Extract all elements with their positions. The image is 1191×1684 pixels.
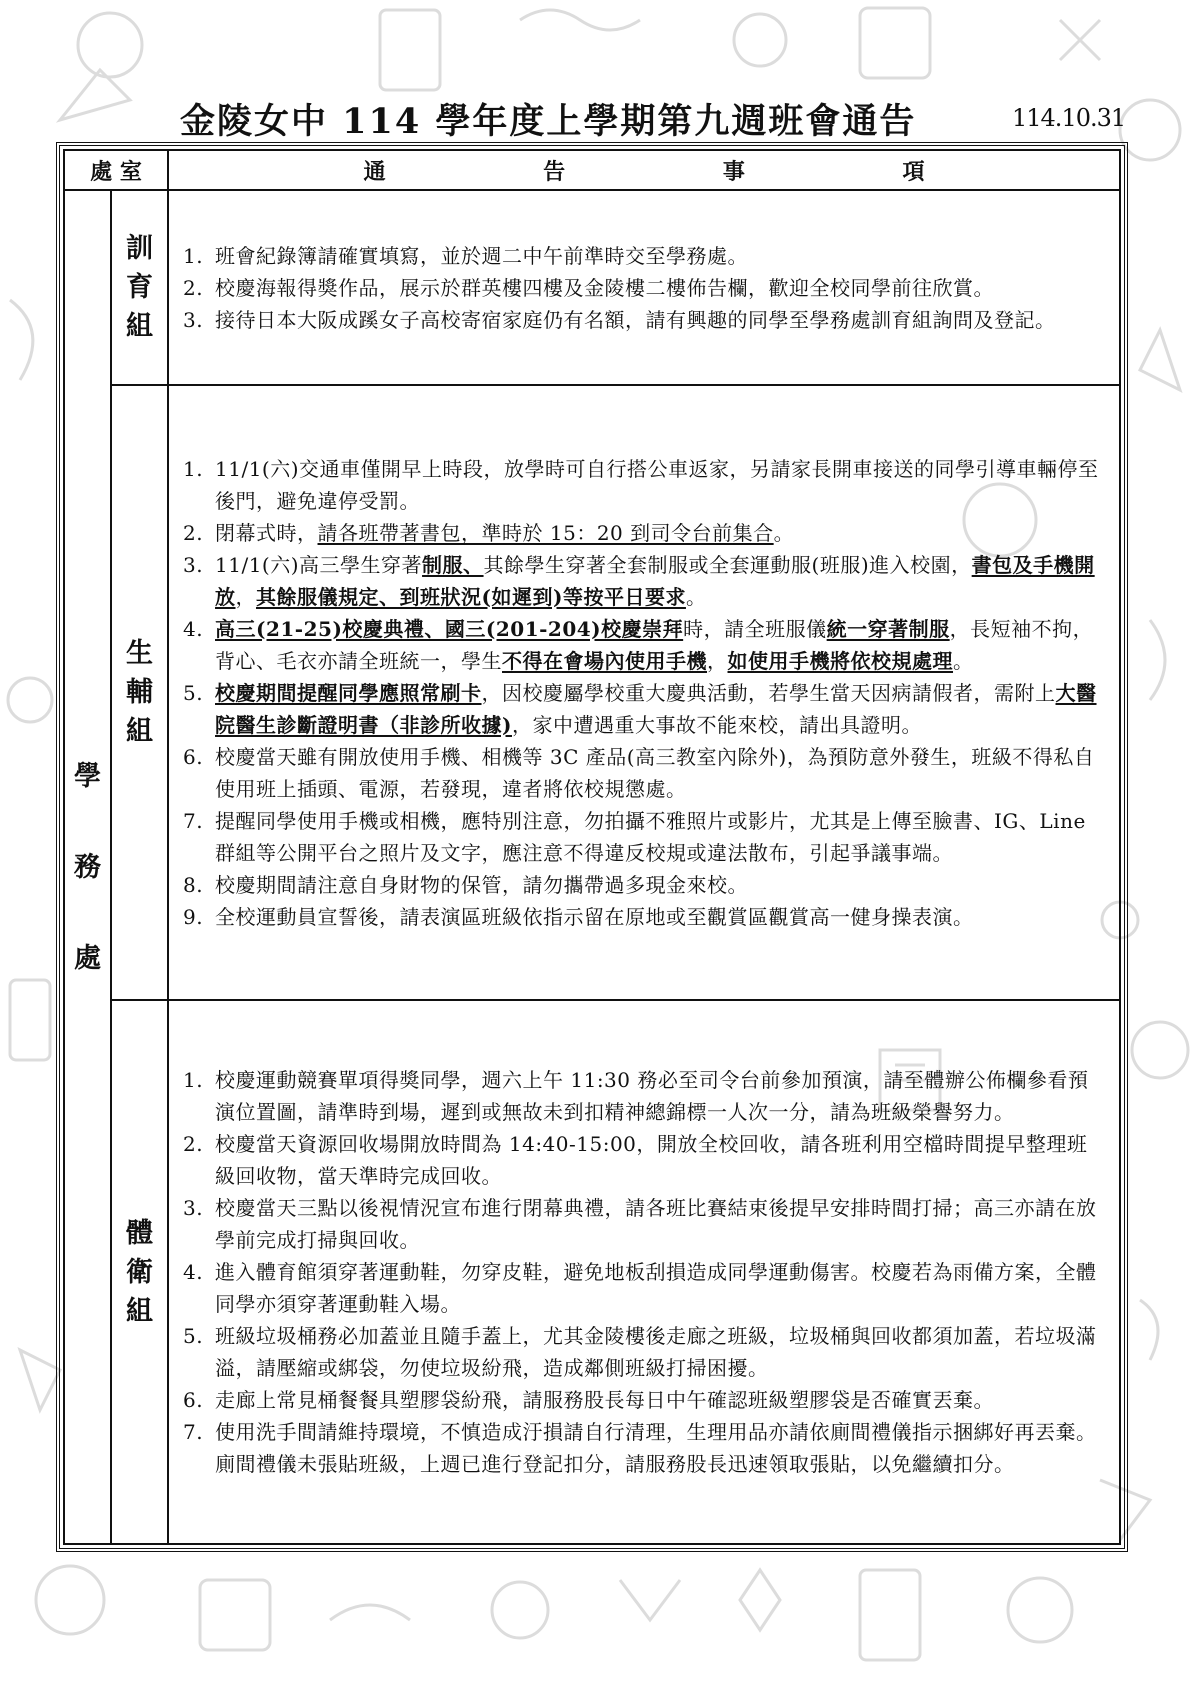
item-text: 校慶海報得獎作品，展示於群英樓四樓及金陵樓二樓佈告欄，歡迎全校同學前往欣賞。	[215, 275, 995, 300]
emphasized-text: 統一穿著制服	[826, 616, 950, 641]
column-header-office: 處 室	[64, 150, 168, 190]
item-number: 8.	[183, 872, 204, 897]
unit-name-char: 組	[126, 1295, 153, 1327]
item-text: 全校運動員宣誓後，請表演區班級依指示留在原地或至觀賞區觀賞高一健身操表演。	[215, 904, 974, 929]
section-row-training	[64, 190, 1120, 385]
item-text: ，	[235, 584, 257, 609]
item-number: 7.	[183, 808, 204, 833]
notice-item	[183, 741, 1105, 805]
item-text: 時，請全班服儀	[683, 616, 827, 641]
item-number: 9.	[183, 904, 204, 929]
item-text: 進入體育館須穿著運動鞋，勿穿皮鞋，避免地板刮損造成同學運動傷害。校慶若為雨備方案，全體同學亦須穿著運動鞋入場。	[215, 1260, 1097, 1316]
office-cell	[64, 190, 111, 1544]
office-name-char: 處	[74, 942, 101, 974]
unit-name-char: 訓	[126, 233, 153, 264]
notice-item	[183, 1064, 1105, 1128]
unit-cell	[111, 190, 168, 385]
notice-item	[183, 1128, 1105, 1192]
emphasized-text: 不得在會場內使用手機	[502, 648, 708, 673]
item-text: 校慶當天雖有開放使用手機、相機等 3C 產品(高三教室內除外)，為預防意外發生，班級不得私自使用班上插頭、電源，若發現，違者將依校規懲處。	[215, 744, 1095, 801]
unit-name-char: 輔	[126, 677, 153, 708]
unit-cell	[111, 1000, 168, 1544]
notice-item	[183, 1256, 1105, 1320]
unit-name	[112, 1214, 167, 1331]
unit-name	[112, 229, 167, 346]
unit-name-char: 衛	[126, 1256, 153, 1288]
emphasized-text: 書包及手機開放	[215, 552, 1095, 609]
office-name	[65, 731, 110, 1004]
notice-item	[183, 240, 1105, 272]
item-number: 3.	[183, 307, 204, 332]
item-number: 5.	[183, 680, 204, 705]
item-text: 校慶運動競賽單項得獎同學，週六上午 11:30 務必至司令台前參加預演，請至體辦公佈欄參看預演位置圖，請準時到場，遲到或無故未到扣精神總錦標一人次一分，請為班級榮譽努力。	[215, 1068, 1089, 1124]
notice-item	[183, 549, 1105, 613]
notice-list	[183, 1064, 1105, 1480]
item-number: 2.	[183, 520, 204, 545]
item-text: 閉幕式時，	[215, 520, 318, 545]
item-number: 1.	[183, 1068, 204, 1092]
item-text: 校慶當天三點以後視情況宣布進行閉幕典禮，請各班比賽結束後提早安排時間打掃；高三亦請在放學前完成打掃與回收。	[215, 1196, 1097, 1252]
item-text: 11/1(六)交通車僅開早上時段，放學時可自行搭公車返家，另請家長開車接送的同學引導車輛停至後門，避免違停受罰。	[215, 456, 1099, 513]
unit-name	[112, 634, 167, 751]
notice-item	[183, 1320, 1105, 1384]
emphasized-text: 制服、	[422, 552, 484, 577]
notice-list	[183, 453, 1105, 933]
item-number: 3.	[183, 1196, 204, 1220]
item-text: 班會紀錄簿請確實填寫，並於週二中午前準時交至學務處。	[215, 243, 749, 268]
notice-item	[183, 869, 1105, 901]
item-number: 6.	[183, 1388, 204, 1412]
notice-item	[183, 1192, 1105, 1256]
item-text: 其餘學生穿著全套制服或全套運動服(班服)進入校園，	[483, 552, 972, 577]
unit-name-char: 組	[126, 311, 153, 342]
content-cell	[168, 1000, 1120, 1544]
item-text: 提醒同學使用手機或相機，應特別注意，勿拍攝不雅照片或影片，尤其是上傳至臉書、IG、Line 群組等公開平台之照片及文字，應注意不得違反校規或違法散布，引起爭議事端。	[215, 808, 1086, 865]
column-header-items	[168, 150, 1120, 190]
item-text: 接待日本大阪成蹊女子高校寄宿家庭仍有名額，請有興趣的同學至學務處訓育組詢問及登記。	[215, 307, 1056, 332]
item-text: ，因校慶屬學校重大慶典活動，若學生當天因病請假者，需附上	[481, 680, 1056, 705]
item-number: 4.	[183, 1260, 204, 1284]
emphasized-text: 校慶期間提醒同學應照常刷卡	[215, 680, 482, 705]
section-row-student-affairs	[64, 385, 1120, 1000]
section-row-health	[64, 1000, 1120, 1544]
item-number: 5.	[183, 1324, 204, 1348]
item-text: 使用洗手間請維持環境，不慎造成汙損請自行清理，生理用品亦請依廁間禮儀指示捆綁好再丟棄。廁間禮儀未張貼班級，上週已進行登記扣分，請服務股長迅速領取張貼，以免繼續扣分。	[215, 1420, 1097, 1476]
unit-name-char: 組	[126, 716, 153, 747]
item-number: 2.	[183, 275, 204, 300]
content-cell	[168, 385, 1120, 1000]
item-text: ，	[707, 648, 728, 673]
item-number: 1.	[183, 456, 204, 481]
emphasized-text: 如使用手機將依校規處理	[727, 648, 954, 673]
office-name-char: 學	[74, 760, 101, 792]
item-text: 。	[773, 520, 795, 545]
item-text: 班級垃圾桶務必加蓋並且隨手蓋上，尤其金陵樓後走廊之班級，垃圾桶與回收都須加蓋，若垃圾滿溢，請壓縮或綁袋，勿使垃圾紛飛，造成鄰側班級打掃困擾。	[215, 1324, 1097, 1380]
item-text: 11/1(六)高三學生穿著	[215, 552, 423, 577]
notice-item	[183, 304, 1105, 336]
item-number: 2.	[183, 1132, 204, 1156]
item-text: 。	[953, 648, 974, 673]
item-text: 校慶期間請注意自身財物的保管，請勿攜帶過多現金來校。	[215, 872, 749, 897]
unit-name-char: 體	[126, 1217, 153, 1249]
item-text: ，家中遭遇重大事故不能來校，請出具證明。	[511, 712, 922, 737]
column-header-char: 項	[902, 158, 925, 185]
notice-item	[183, 677, 1105, 741]
notice-list	[183, 240, 1105, 336]
item-text: 。	[685, 584, 707, 609]
content-cell	[168, 190, 1120, 385]
emphasized-text: 大醫院醫生診斷證明書（非診所收據)	[215, 680, 1097, 737]
column-header-char: 事	[722, 158, 745, 185]
emphasized-text: 其餘服儀規定、到班狀況(如遲到)等按平日要求	[256, 584, 686, 609]
unit-name-char: 生	[126, 638, 153, 669]
notice-item	[183, 517, 1105, 549]
page-title: 金陵女中 114 學年度上學期第九週班會通告	[180, 101, 917, 142]
notice-item	[183, 901, 1105, 933]
notice-table	[63, 149, 1121, 1545]
notice-item	[183, 453, 1105, 517]
underlined-text: 請各班帶著書包，準時於 15：20 到司令台前集合	[317, 520, 774, 545]
item-text: ，長短袖不拘，背心、毛衣亦請全班統一，學生	[215, 616, 1094, 673]
column-header-char: 告	[543, 158, 566, 185]
notice-item	[183, 1384, 1105, 1416]
item-number: 4.	[183, 616, 204, 641]
notice-table-frame	[56, 142, 1128, 1552]
notice-date: 114.10.31	[1012, 104, 1126, 132]
unit-name-char: 育	[126, 272, 153, 303]
item-number: 6.	[183, 744, 204, 769]
item-text: 走廊上常見桶餐餐具塑膠袋紛飛，請服務股長每日中午確認班級塑膠袋是否確實丟棄。	[215, 1388, 995, 1412]
unit-cell	[111, 385, 168, 1000]
item-number: 1.	[183, 243, 204, 268]
column-header-char: 通	[363, 158, 386, 185]
item-number: 3.	[183, 552, 204, 577]
notice-item	[183, 272, 1105, 304]
notice-item	[183, 1416, 1105, 1480]
office-name-char: 務	[74, 851, 101, 883]
table-header-row	[64, 150, 1120, 190]
notice-item	[183, 613, 1105, 677]
item-number: 7.	[183, 1420, 204, 1444]
emphasized-text: 高三(21-25)校慶典禮、國三(201-204)校慶崇拜	[215, 616, 684, 641]
item-text: 校慶當天資源回收場開放時間為 14:40-15:00，開放全校回收，請各班利用空檔時間提早整理班級回收物，當天準時完成回收。	[215, 1132, 1088, 1188]
notice-item	[183, 805, 1105, 869]
